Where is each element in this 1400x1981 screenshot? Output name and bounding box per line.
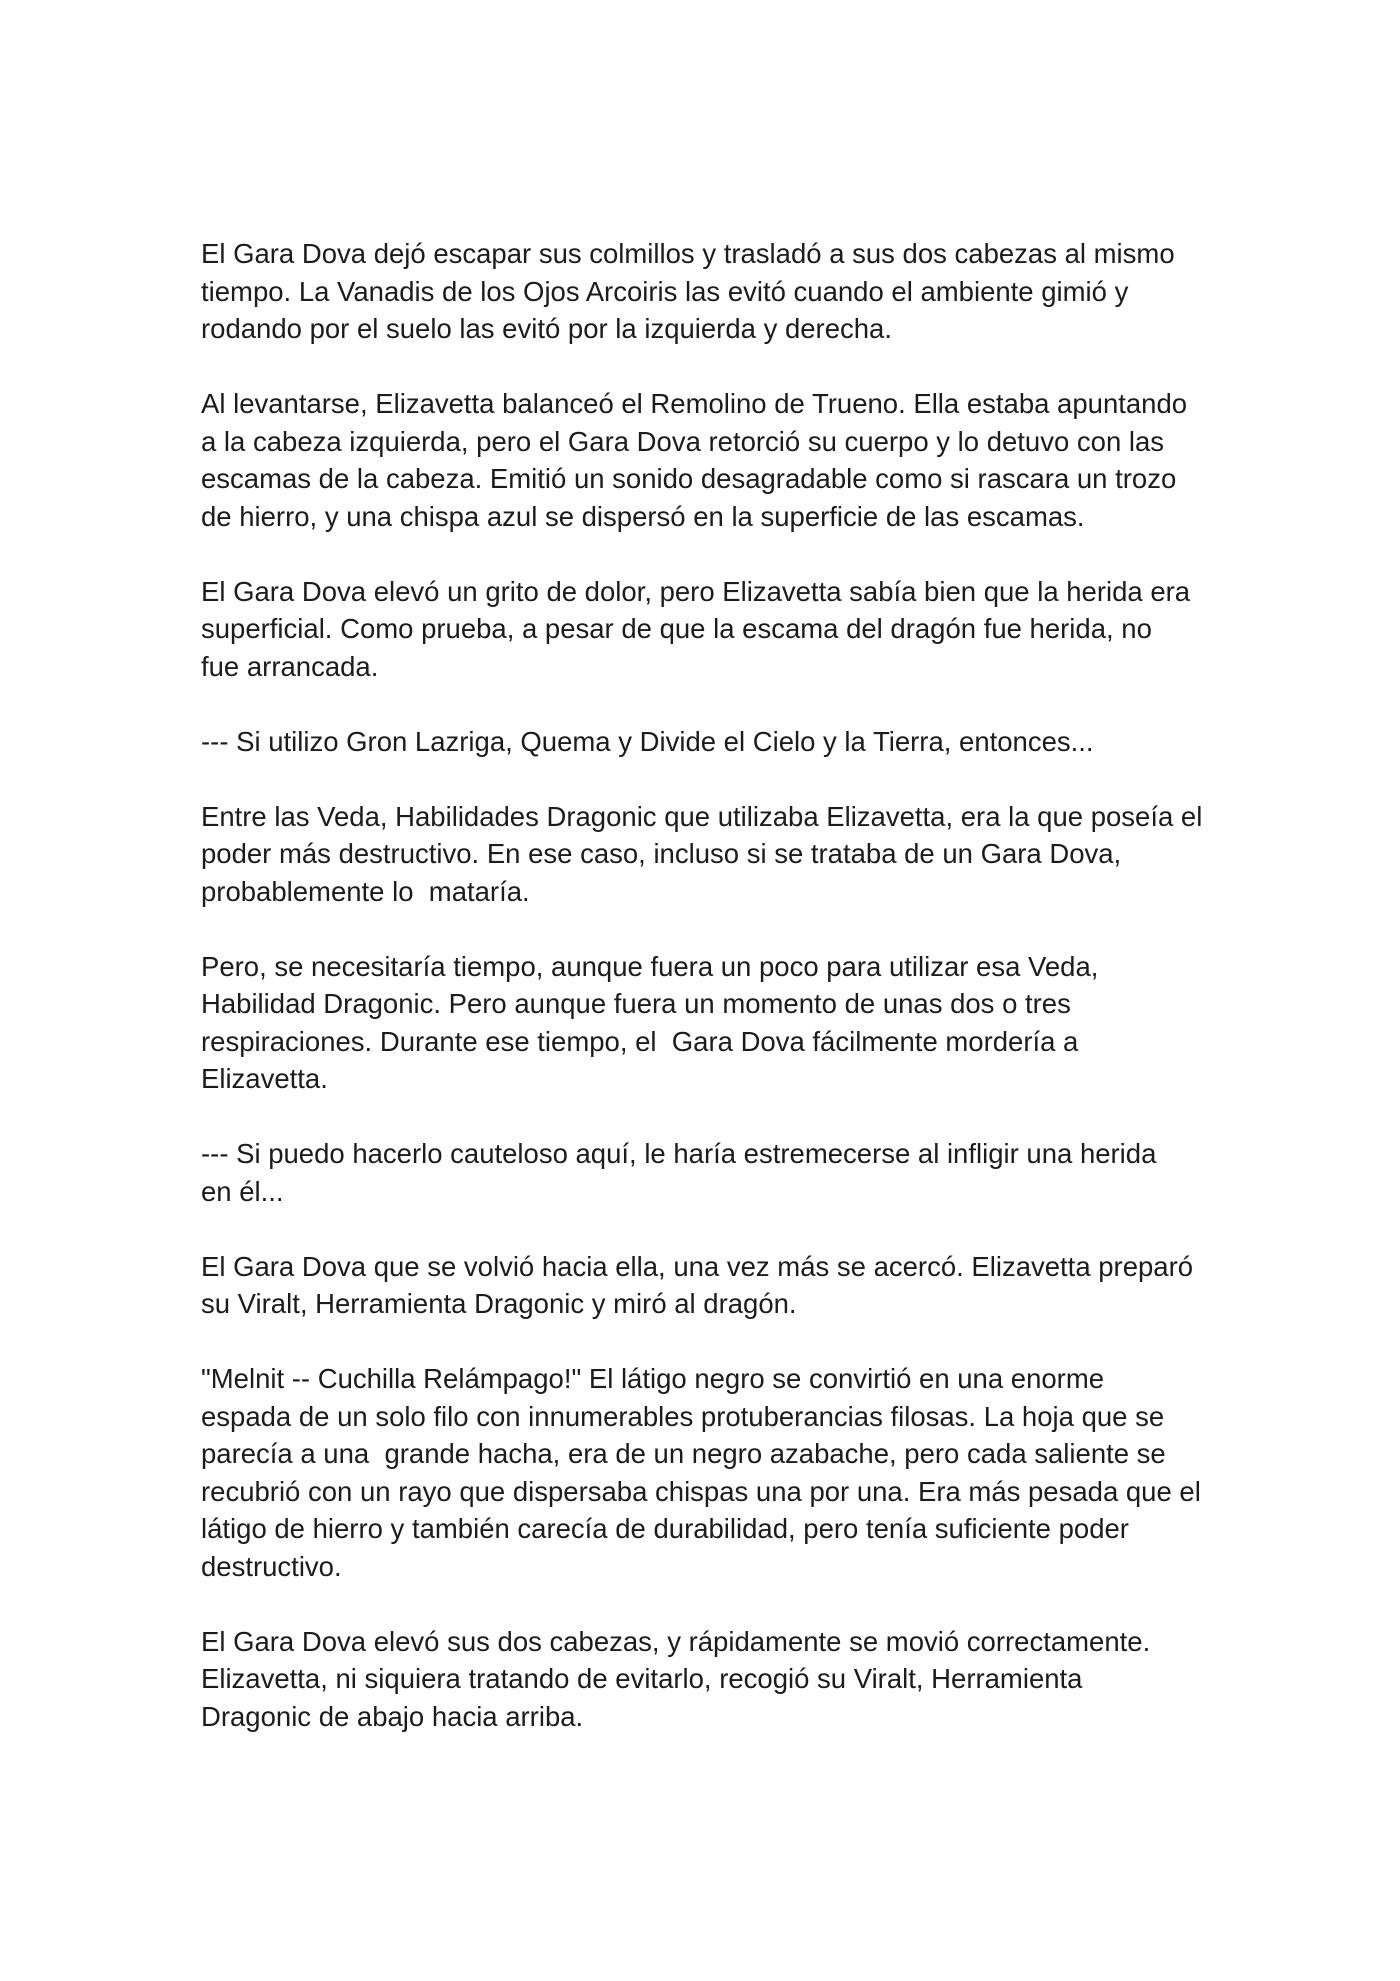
paragraph <box>201 235 1211 348</box>
paragraph <box>201 385 1211 535</box>
text-line: tiempo. La Vanadis de los Ojos Arcoiris las evitó cuando el ambiente gimió y <box>201 275 1129 307</box>
text-line: espada de un solo filo con innumerables protuberancias filosas. La hoja que se <box>201 1400 1165 1432</box>
text-line: poder más destructivo. En ese caso, incluso si se trataba de un Gara Dova, <box>201 838 1122 869</box>
text-line: látigo de hierro y también carecía de durabilidad, pero tenía suficiente poder <box>201 1513 1129 1544</box>
text-line: probablemente lo mataría. <box>201 875 530 907</box>
text-line: Entre las Veda, Habilidades Dragonic que utilizaba Elizavetta, era la que poseía el <box>201 800 1203 832</box>
text-line: fue arrancada. <box>201 650 379 682</box>
paragraph <box>201 573 1211 686</box>
text-line: El Gara Dova elevó sus dos cabezas, y rápidamente se movió correctamente. <box>201 1625 1151 1657</box>
text-line: escamas de la cabeza. Emitió un sonido desagradable como si rascara un trozo <box>201 463 1177 494</box>
paragraph <box>201 948 1211 1098</box>
text-line: El Gara Dova que se volvió hacia ella, una vez más se acercó. Elizavetta preparó <box>201 1250 1194 1282</box>
text-line: a la cabeza izquierda, pero el Gara Dova retorció su cuerpo y lo detuvo con las <box>201 425 1165 457</box>
paragraph <box>201 1360 1211 1585</box>
text-line: de hierro, y una chispa azul se dispersó en la superficie de las escamas. <box>201 500 1085 532</box>
text-line: Al levantarse, Elizavetta balanceó el Remolino de Trueno. Ella estaba apuntando <box>201 388 1188 419</box>
text-line: Dragonic de abajo hacia arriba. <box>201 1700 584 1732</box>
paragraph <box>201 1248 1211 1323</box>
text-line: --- Si utilizo Gron Lazriga, Quema y Divide el Cielo y la Tierra, entonces... <box>201 725 1094 757</box>
text-line: superficial. Como prueba, a pesar de que la escama del dragón fue herida, no <box>201 613 1152 644</box>
text-line: en él... <box>201 1175 284 1207</box>
paragraph <box>201 1135 1211 1210</box>
text-line: su Viralt, Herramienta Dragonic y miró al dragón. <box>201 1288 797 1319</box>
text-line: parecía a una grande hacha, era de un negro azabache, pero cada saliente se <box>201 1438 1166 1469</box>
text-line: Pero, se necesitaría tiempo, aunque fuera un poco para utilizar esa Veda, <box>201 950 1099 982</box>
text-line: "Melnit -- Cuchilla Relámpago!" El látigo negro se convirtió en una enorme <box>201 1363 1105 1394</box>
document-body <box>201 235 1211 1773</box>
text-line: recubrió con un rayo que dispersaba chispas una por una. Era más pesada que el <box>201 1475 1201 1507</box>
text-line: Habilidad Dragonic. Pero aunque fuera un momento de unas dos o tres <box>201 988 1071 1019</box>
paragraph <box>201 723 1211 761</box>
text-line: destructivo. <box>201 1550 342 1582</box>
text-line: Elizavetta. <box>201 1063 328 1094</box>
paragraph <box>201 798 1211 911</box>
text-line: El Gara Dova dejó escapar sus colmillos y trasladó a sus dos cabezas al mismo <box>201 238 1175 269</box>
text-line: Elizavetta, ni siquiera tratando de evitarlo, recogió su Viralt, Herramienta <box>201 1663 1083 1694</box>
text-line: respiraciones. Durante ese tiempo, el Gara Dova fácilmente mordería a <box>201 1025 1079 1057</box>
text-line: --- Si puedo hacerlo cauteloso aquí, le haría estremecerse al infligir una herida <box>201 1138 1157 1169</box>
text-line: rodando por el suelo las evitó por la izquierda y derecha. <box>201 313 892 344</box>
text-line: El Gara Dova elevó un grito de dolor, pero Elizavetta sabía bien que la herida era <box>201 575 1191 607</box>
paragraph <box>201 1623 1211 1736</box>
